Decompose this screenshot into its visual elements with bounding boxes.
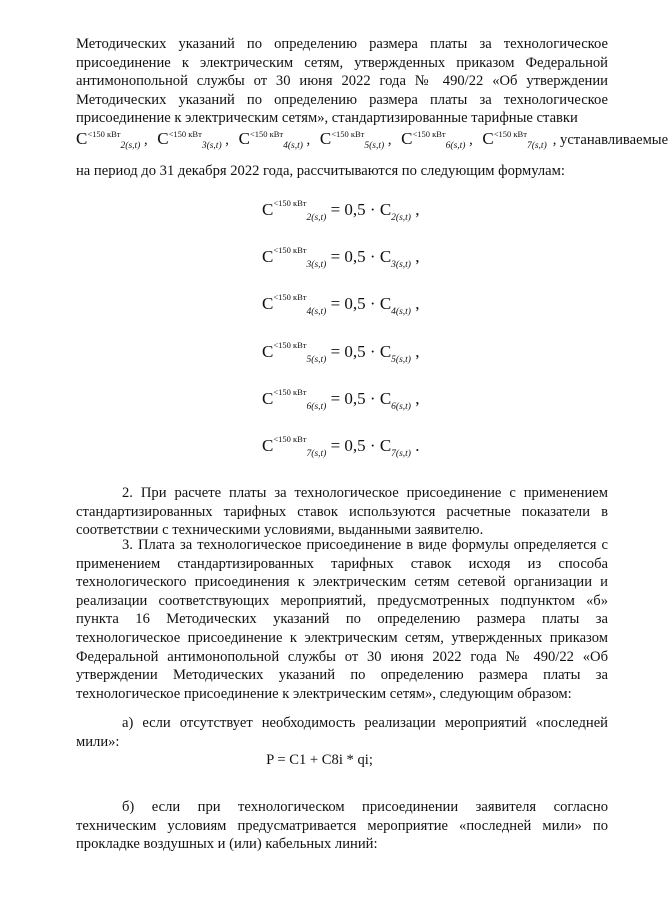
rates-continuation: на период до 31 декабря 2022 года, рассчитываются по следующим формулам: — [76, 163, 565, 179]
formula-c3: $C^{<150 кВт}_{3(s,t)} = 0,5 \cdot C_{3(s,t)}$ , — [262, 245, 420, 270]
rates-line — [76, 129, 668, 151]
rate-c7: $C^{<150 кВт}_{7(s,t)}$ — [482, 129, 547, 151]
paragraph-3: 3. Плата за технологическое присоединение в виде формулы определяется с применением стандартизированных тарифных ставок исходя из способа технологического присоединения к электрическим сетям сетевой организации и реализации соответствующих мероприятий, предусмотренных подпунктом «б» пункта 16 Методических указаний по определению размера платы за технологическое присоединение к электрическим сетям, утвержденных приказом Федеральной антимонопольной службы от 30 июня 2022 года № 490/22 «Об утверждении Методических указаний по определению размера платы за технологическое присоединение к электрическим сетям», следующим образом: — [76, 537, 608, 702]
rate-c5: $C^{<150 кВт}_{5(s,t)}$ , — [319, 129, 392, 151]
formula-p: P = C1 + C8i * qi; — [266, 752, 373, 768]
formula-c2: $C^{<150 кВт}_{2(s,t)} = 0,5 \cdot C_{2(s,t)}$ , — [262, 198, 420, 223]
rate-c6: $C^{<150 кВт}_{6(s,t)}$ , — [401, 129, 473, 151]
rate-c2: $C^{<150 кВт}_{2(s,t)}$ , — [76, 129, 148, 151]
rate-c3: $C^{<150 кВт}_{3(s,t)}$ , — [157, 129, 229, 151]
intro-paragraph: Методических указаний по определению размера платы за технологическое присоединение к электрическим сетям, утвержденных приказом Федеральной антимонопольной службы от 30 июня 2022 года № 490/22 «Об утверждении Методических указаний по определению размера платы за технологическое присоединение к электрическим сетям», стандартизированные тарифные ставки — [76, 36, 608, 127]
item-a: а) если отсутствует необходимость реализации мероприятий «последней мили»: — [76, 715, 608, 750]
rates-tail: , устанавливаемые — [552, 132, 668, 148]
formula-c6: $C^{<150 кВт}_{6(s,t)} = 0,5 \cdot C_{6(s,t)}$ , — [262, 387, 420, 412]
formula-c4: $C^{<150 кВт}_{4(s,t)} = 0,5 \cdot C_{4(s,t)}$ , — [262, 292, 420, 317]
rate-c4: $C^{<150 кВт}_{4(s,t)}$ , — [238, 129, 311, 151]
formula-c5: $C^{<150 кВт}_{5(s,t)} = 0,5 \cdot C_{5(s,t)}$ , — [262, 340, 420, 365]
formula-c7: $C^{<150 кВт}_{7(s,t)} = 0,5 \cdot C_{7(s,t)}$ . — [262, 434, 420, 459]
item-b: б) если при технологическом присоединении заявителя согласно техническим условиям предусматривается мероприятие «последней мили» по прокладке воздушных и (или) кабельных линий: — [76, 799, 608, 853]
paragraph-2: 2. При расчете платы за технологическое присоединение с применением стандартизированных тарифных ставок используются расчетные показатели в соответствии с техническими условиями, выданными заявителю. — [76, 485, 608, 539]
